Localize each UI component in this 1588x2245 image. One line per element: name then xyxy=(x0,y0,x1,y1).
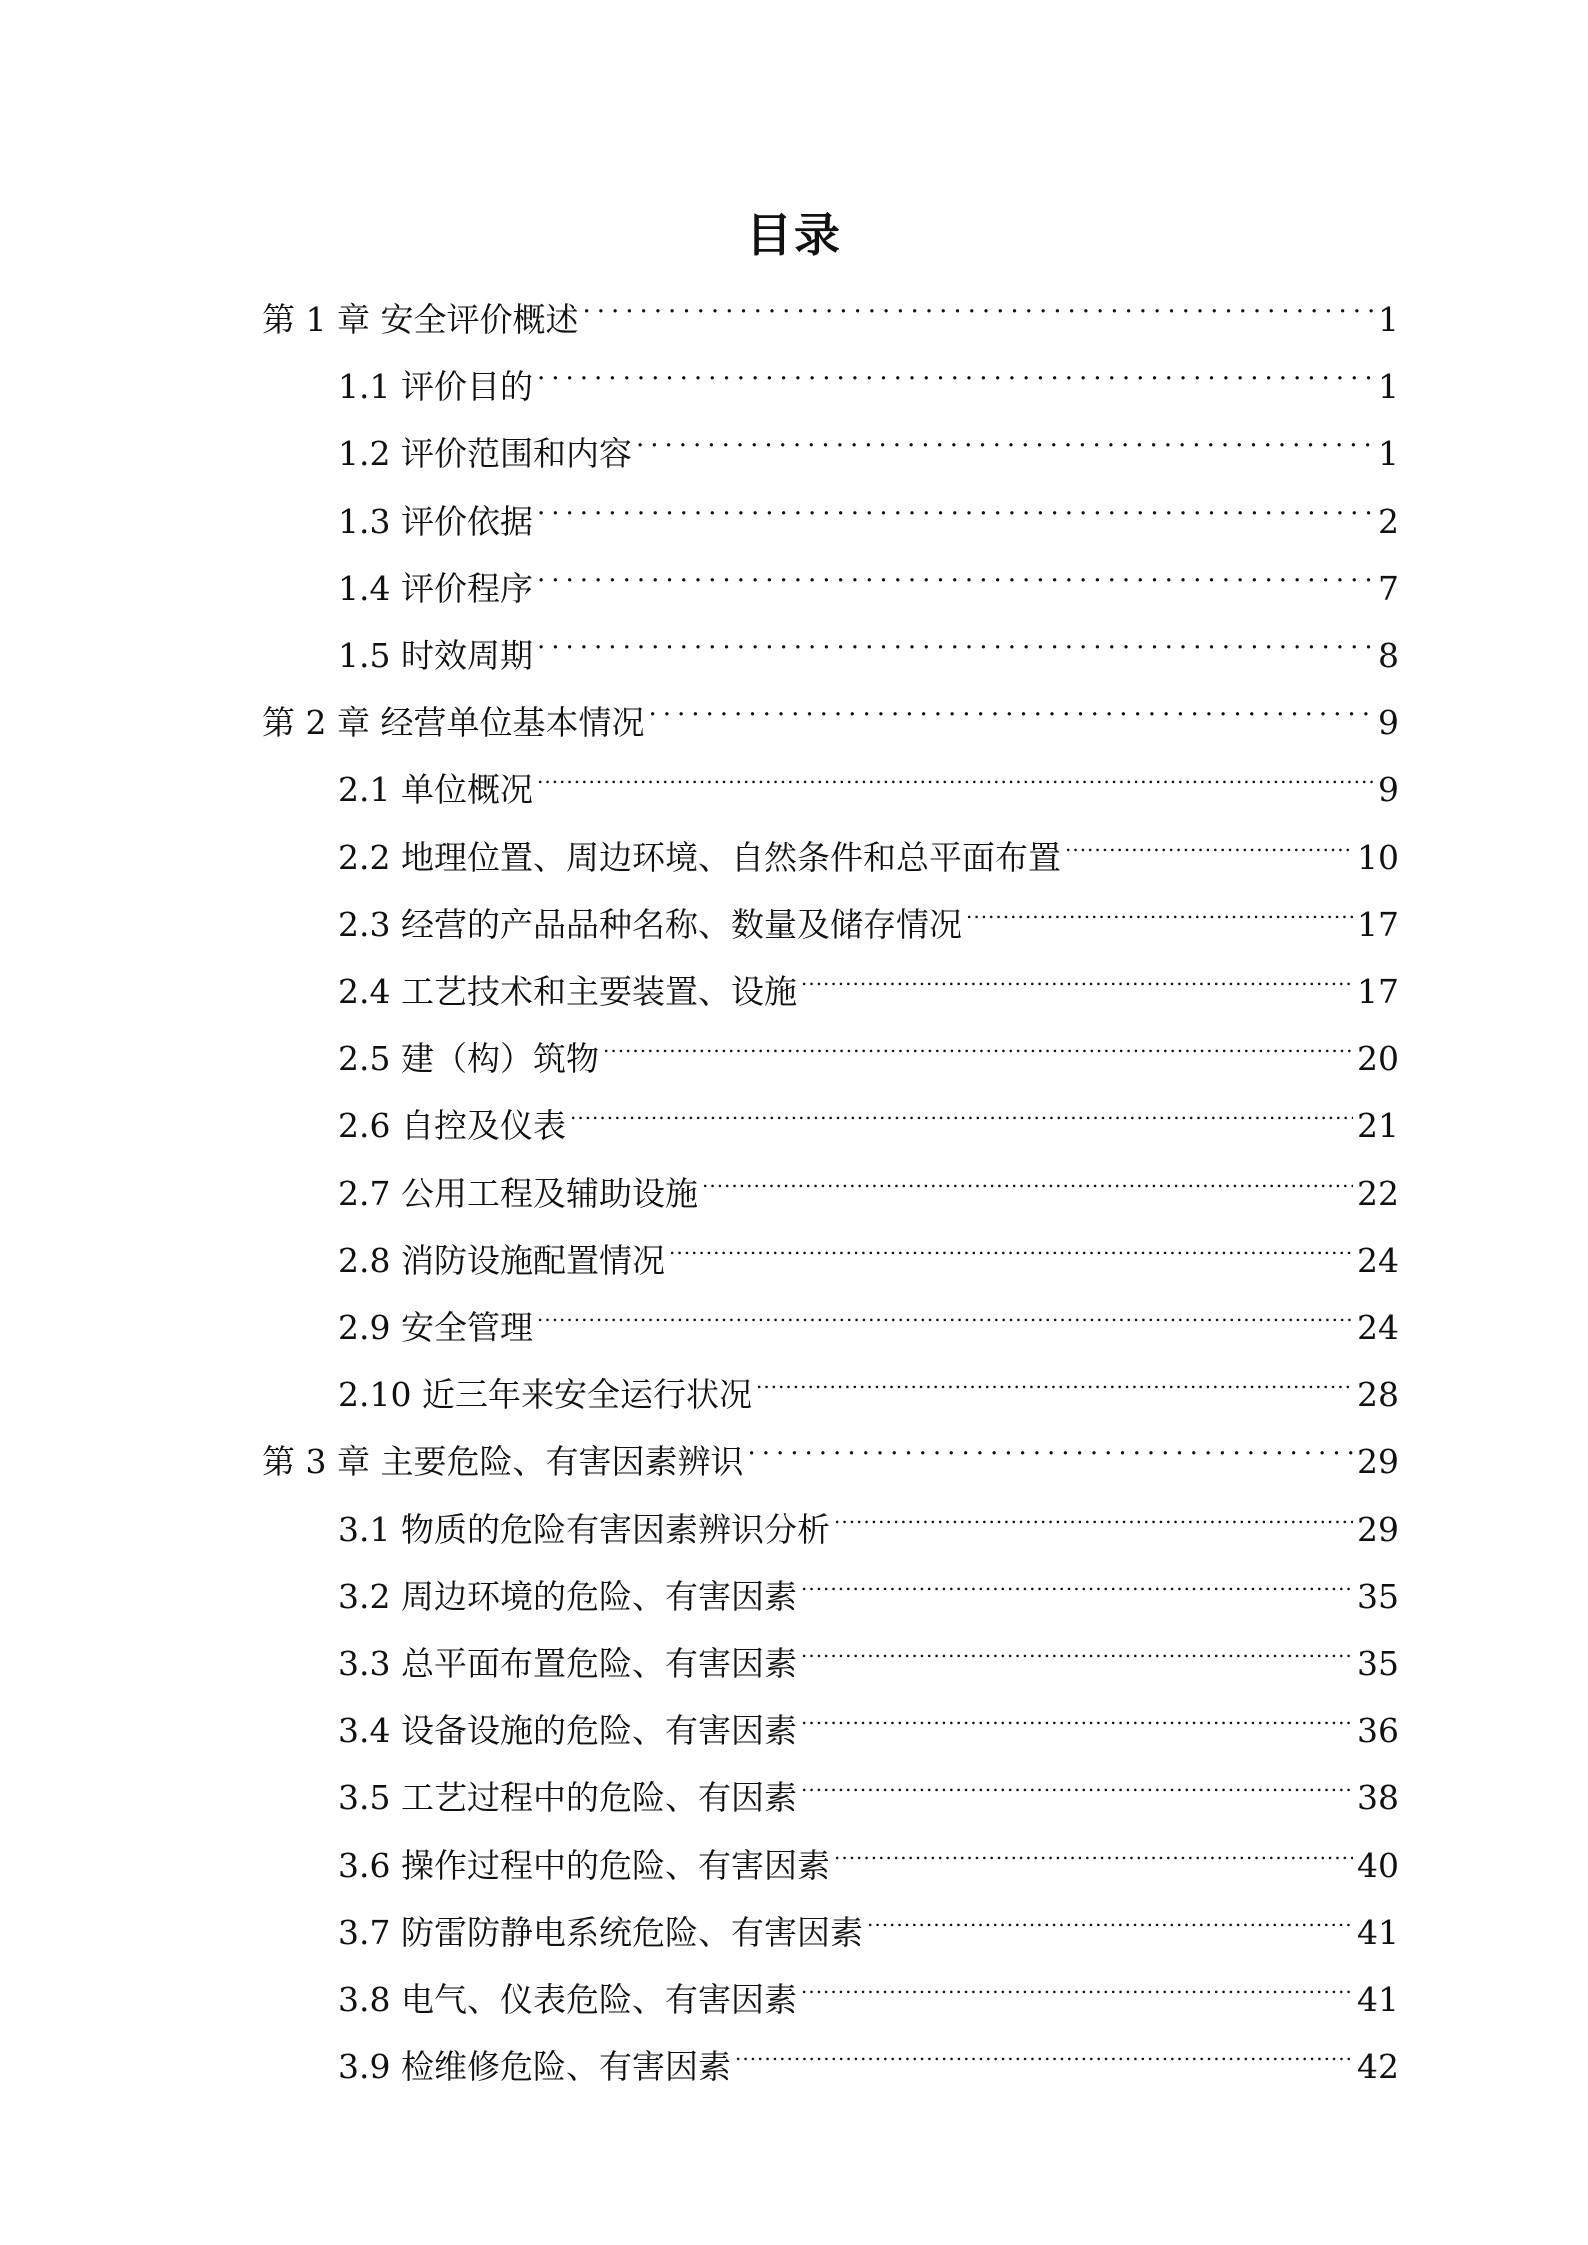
toc-entry-label: 2.4 工艺技术和主要装置、设施 xyxy=(338,972,797,1011)
toc-dot-leader xyxy=(537,477,1374,533)
toc-dot-leader xyxy=(537,342,1374,398)
toc-dot-leader xyxy=(756,1350,1353,1406)
toc-section-entry[interactable] xyxy=(338,409,1399,474)
toc-dot-leader xyxy=(570,1081,1353,1137)
toc-entry-label: 第 1 章 安全评价概述 xyxy=(262,300,579,339)
toc-section-entry[interactable] xyxy=(338,342,1399,407)
toc-page-number: 41 xyxy=(1357,1912,1399,1952)
toc-entry-label: 第 3 章 主要危险、有害因素辨识 xyxy=(262,1442,744,1482)
toc-section-entry[interactable] xyxy=(338,1821,1399,1885)
toc-section-entry[interactable] xyxy=(338,1619,1399,1683)
toc-dot-leader xyxy=(801,1552,1353,1608)
toc-entry-label: 1.4 评价程序 xyxy=(338,568,533,608)
toc-entry-label: 2.8 消防设施配置情况 xyxy=(338,1240,665,1280)
toc-section-entry[interactable] xyxy=(338,477,1399,541)
toc-page-number: 1 xyxy=(1378,300,1399,339)
toc-page-number: 10 xyxy=(1357,837,1399,877)
toc-entry-label: 1.2 评价范围和内容 xyxy=(338,434,632,474)
toc-dot-leader xyxy=(735,2022,1353,2078)
toc-dot-leader xyxy=(537,544,1374,600)
toc-page-number: 24 xyxy=(1357,1240,1399,1280)
toc-page-number: 17 xyxy=(1357,904,1399,944)
toc-dot-leader xyxy=(801,947,1353,1003)
toc-section-entry[interactable] xyxy=(338,1552,1399,1616)
toc-section-entry[interactable] xyxy=(338,1216,1399,1280)
toc-section-entry[interactable] xyxy=(338,1955,1399,2019)
toc-page-number: 41 xyxy=(1357,1980,1399,2019)
toc-entry-label: 2.2 地理位置、周边环境、自然条件和总平面布置 xyxy=(338,837,1061,877)
toc-page-number: 9 xyxy=(1378,703,1399,743)
toc-dot-leader xyxy=(801,1686,1353,1742)
toc-section-entry[interactable] xyxy=(338,1485,1399,1549)
toc-section-entry[interactable] xyxy=(338,611,1399,675)
toc-entry-label: 2.7 公用工程及辅助设施 xyxy=(338,1173,698,1213)
toc-section-entry[interactable] xyxy=(338,2022,1399,2087)
toc-chapter-entry[interactable] xyxy=(262,678,1399,743)
toc-entry-label: 3.6 操作过程中的危险、有害因素 xyxy=(338,1845,830,1885)
toc-page-number: 21 xyxy=(1357,1106,1399,1146)
toc-entry-label: 3.4 设备设施的危险、有害因素 xyxy=(338,1711,797,1751)
toc-dot-leader xyxy=(801,1955,1353,2011)
toc-entry-label: 3.2 周边环境的危险、有害因素 xyxy=(338,1576,797,1616)
toc-section-entry[interactable] xyxy=(338,745,1399,810)
toc-dot-leader xyxy=(1065,813,1353,869)
toc-page-number: 17 xyxy=(1357,972,1399,1011)
toc-page-number: 36 xyxy=(1357,1711,1399,1751)
toc-dot-leader xyxy=(537,1283,1353,1339)
toc-section-entry[interactable] xyxy=(338,1888,1399,1952)
toc-entry-label: 2.1 单位概况 xyxy=(338,770,533,810)
toc-page-number: 7 xyxy=(1378,568,1399,608)
toc-entry-label: 3.9 检维修危险、有害因素 xyxy=(338,2047,731,2087)
toc-entry-label: 3.5 工艺过程中的危险、有因素 xyxy=(338,1778,797,1818)
toc-page-number: 29 xyxy=(1357,1442,1399,1482)
toc-page-number: 35 xyxy=(1357,1576,1399,1616)
toc-entry-label: 2.5 建（构）筑物 xyxy=(338,1039,599,1079)
toc-page-number: 38 xyxy=(1357,1778,1399,1818)
toc-section-entry[interactable] xyxy=(338,544,1399,608)
toc-entry-label: 第 2 章 经营单位基本情况 xyxy=(262,703,645,743)
toc-dot-leader xyxy=(648,678,1374,734)
toc-section-entry[interactable] xyxy=(338,813,1399,877)
toc-page-number: 1 xyxy=(1378,367,1399,407)
toc-page-number: 28 xyxy=(1357,1375,1399,1415)
toc-entry-label: 1.1 评价目的 xyxy=(338,367,533,407)
toc-section-entry[interactable] xyxy=(338,1283,1399,1347)
toc-dot-leader xyxy=(582,275,1374,331)
toc-dot-leader xyxy=(537,745,1374,801)
toc-entry-label: 2.10 近三年来安全运行状况 xyxy=(338,1375,752,1415)
toc-dot-leader xyxy=(702,1149,1353,1205)
toc-entry-label: 2.3 经营的产品品种名称、数量及储存情况 xyxy=(338,904,962,944)
toc-section-entry[interactable] xyxy=(338,1350,1399,1415)
page-title: 目录 xyxy=(746,208,842,262)
toc-dot-leader xyxy=(537,611,1374,667)
toc-dot-leader xyxy=(801,1753,1353,1809)
toc-entry-label: 2.9 安全管理 xyxy=(338,1308,533,1347)
toc-section-entry[interactable] xyxy=(338,1149,1399,1213)
toc-dot-leader xyxy=(603,1014,1353,1070)
toc-entry-label: 3.7 防雷防静电系统危险、有害因素 xyxy=(338,1912,863,1952)
toc-page-number: 20 xyxy=(1357,1039,1399,1079)
toc-page-number: 29 xyxy=(1357,1509,1399,1549)
toc-section-entry[interactable] xyxy=(338,947,1399,1011)
toc-page-number: 42 xyxy=(1357,2047,1399,2087)
toc-dot-leader xyxy=(801,1619,1353,1675)
toc-entry-label: 1.5 时效周期 xyxy=(338,636,533,675)
toc-page-number: 2 xyxy=(1378,501,1399,541)
toc-dot-leader xyxy=(867,1888,1353,1944)
toc-dot-leader xyxy=(966,880,1353,936)
toc-entry-label: 3.8 电气、仪表危险、有害因素 xyxy=(338,1980,797,2019)
toc-page-number: 24 xyxy=(1357,1308,1399,1347)
toc-page-number: 22 xyxy=(1357,1173,1399,1213)
toc-dot-leader xyxy=(834,1821,1353,1877)
toc-page-number: 1 xyxy=(1378,434,1399,474)
toc-page-number: 40 xyxy=(1357,1845,1399,1885)
toc-entry-label: 2.6 自控及仪表 xyxy=(338,1106,566,1146)
toc-chapter-entry[interactable] xyxy=(262,275,1399,339)
toc-page-number: 8 xyxy=(1378,636,1399,675)
toc-section-entry[interactable] xyxy=(338,1686,1399,1751)
toc-page-number: 9 xyxy=(1378,770,1399,810)
toc-section-entry[interactable] xyxy=(338,1753,1399,1818)
toc-chapter-entry[interactable] xyxy=(262,1417,1399,1482)
toc-page-number: 35 xyxy=(1357,1644,1399,1683)
toc-entry-label: 3.1 物质的危险有害因素辨识分析 xyxy=(338,1509,830,1549)
toc-entry-label: 3.3 总平面布置危险、有害因素 xyxy=(338,1644,797,1683)
toc-section-entry[interactable] xyxy=(338,880,1399,944)
toc-dot-leader xyxy=(834,1485,1353,1541)
toc-section-entry[interactable] xyxy=(338,1081,1399,1146)
toc-dot-leader xyxy=(747,1417,1353,1473)
toc-dot-leader xyxy=(669,1216,1353,1272)
toc-section-entry[interactable] xyxy=(338,1014,1399,1079)
toc-entry-label: 1.3 评价依据 xyxy=(338,501,533,541)
toc-dot-leader xyxy=(636,409,1374,465)
